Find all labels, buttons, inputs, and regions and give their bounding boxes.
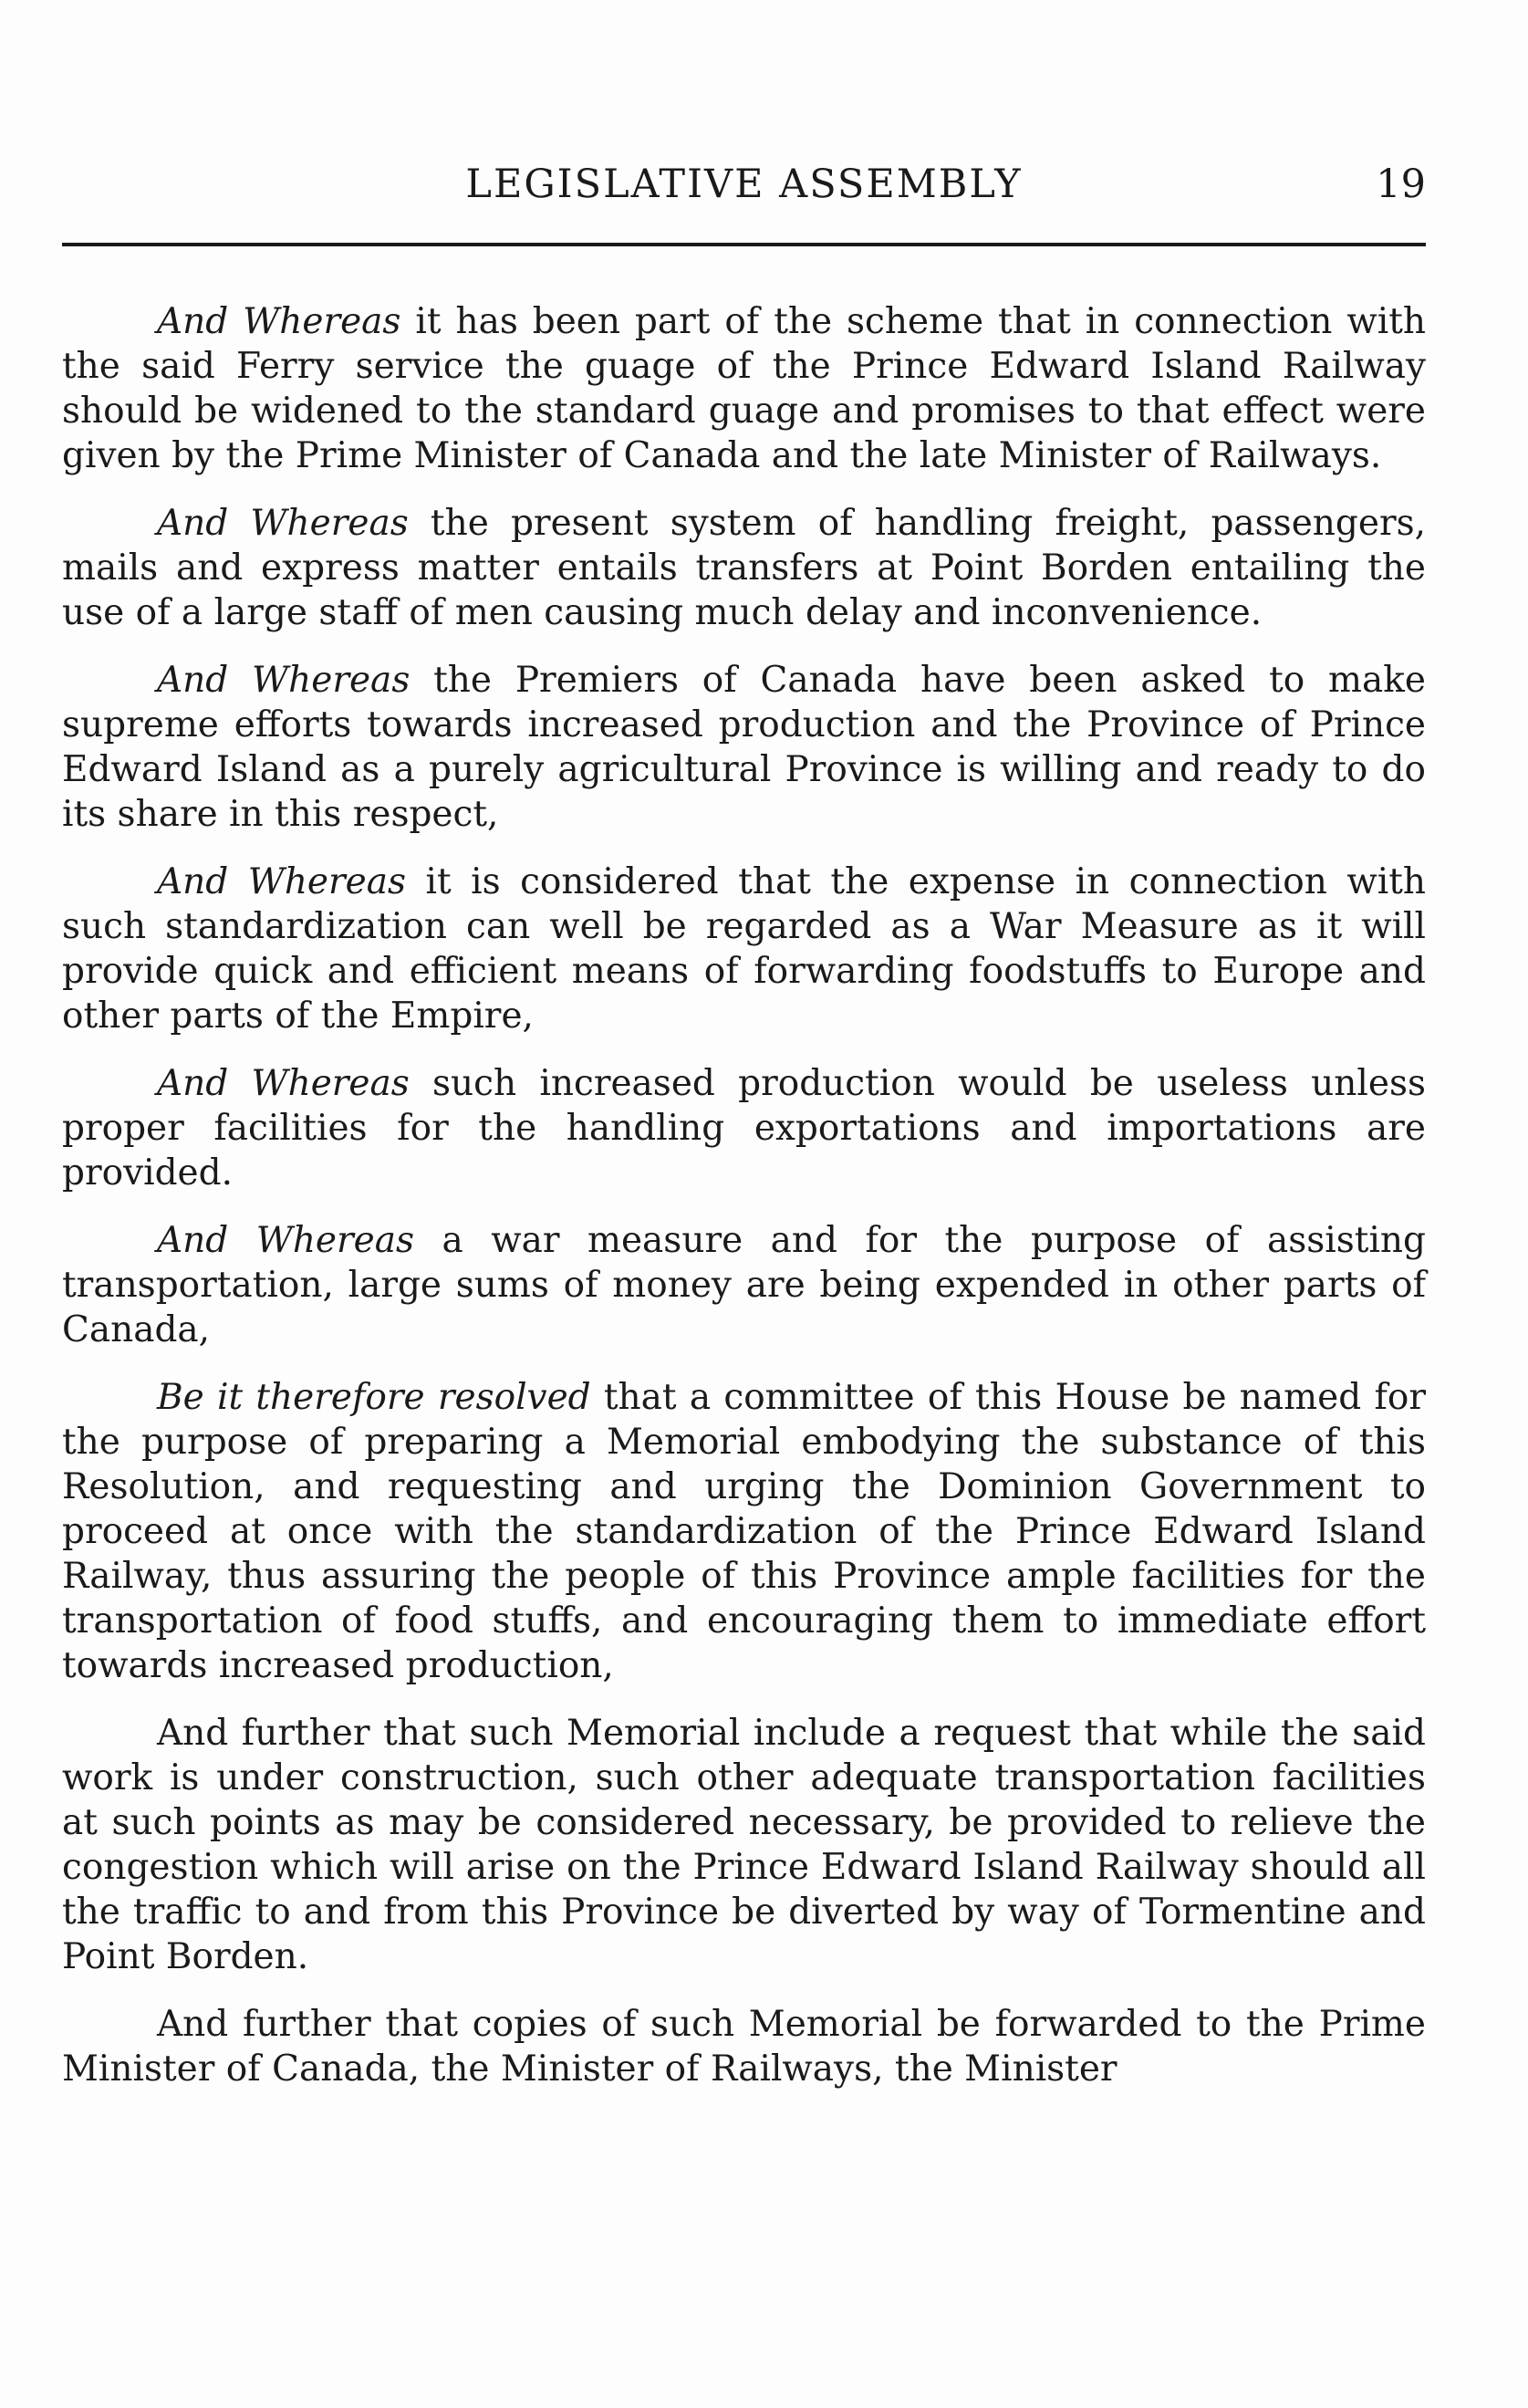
paragraph-text: it is considered that the expense in connection with such standardization can well be regarded as a War Measure as it will provide quick and efficient means of forwarding foodstuffs to Europe and other parts of the Empire, xyxy=(62,861,1426,1037)
paragraph-lead: And Whereas xyxy=(157,861,406,902)
paragraph xyxy=(62,2002,1426,2091)
paragraph-lead: And Whereas xyxy=(157,660,411,701)
paragraph xyxy=(62,658,1426,837)
header-rule xyxy=(62,243,1426,246)
running-head xyxy=(62,157,1426,212)
page-number: 19 xyxy=(1376,162,1426,207)
paragraph-text: And further that such Memorial include a request that while the said work is under construction, such other adequate transportation facilities at such points as may be considered necessary, be provided to relieve the congestion which will arise on the Prince Edward Island Railway should all the traffic to and from this Province be diverted by way of Tormentine and Point Borden. xyxy=(62,1713,1426,1977)
paragraph-lead: And Whereas xyxy=(157,301,401,342)
paragraph-lead: Be it therefore resolved xyxy=(157,1377,591,1418)
paragraph xyxy=(62,860,1426,1038)
page-header-title: LEGISLATIVE ASSEMBLY xyxy=(465,162,1023,207)
paragraph-lead: And Whereas xyxy=(157,503,409,544)
paragraph-text: it has been part of the scheme that in connection with the said Ferry service the guage of the Prince Edward Island Railway should be widened to the standard guage and promises to that effect were given by the Prime Minister of Canada and the late Minister of Railways. xyxy=(62,301,1426,476)
paragraph xyxy=(62,1061,1426,1195)
paragraph xyxy=(62,501,1426,635)
paragraph-text: a war measure and for the purpose of assisting transportation, large sums of money are being expended in other parts of Canada, xyxy=(62,1220,1426,1350)
paragraph-text: such increased production would be useless unless proper facilities for the handling exportations and importations are provided. xyxy=(62,1063,1426,1194)
paragraph-text: the present system of handling freight, passengers, mails and express matter entails transfers at Point Borden entailing the use of a large staff of men causing much delay and inconvenience. xyxy=(62,503,1426,633)
paragraph xyxy=(62,1218,1426,1352)
body-text xyxy=(62,299,1426,2114)
paragraph xyxy=(62,1711,1426,1979)
paragraph-text: the Premiers of Canada have been asked to make supreme efforts towards increased production and the Province of Prince Edward Island as a purely agricultural Province is willing and ready to do its share in this respect, xyxy=(62,660,1426,835)
paragraph-text: And further that copies of such Memorial be forwarded to the Prime Minister of Canada, the Minister of Railways, the Minister xyxy=(62,2004,1426,2090)
paragraph xyxy=(62,1375,1426,1688)
paragraph-lead: And Whereas xyxy=(157,1063,410,1104)
paragraph-lead: And Whereas xyxy=(157,1220,415,1261)
paragraph xyxy=(62,299,1426,478)
paragraph-text: that a committee of this House be named for the purpose of preparing a Memorial embodying the substance of this Resolution, and requesting and urging the Dominion Government to proceed at once with the standardization of the Prince Edward Island Railway, thus assuring the people of this Province ample facilities for the transportation of food stuffs, and encouraging them to immediate effort towards increased production, xyxy=(62,1377,1426,1686)
